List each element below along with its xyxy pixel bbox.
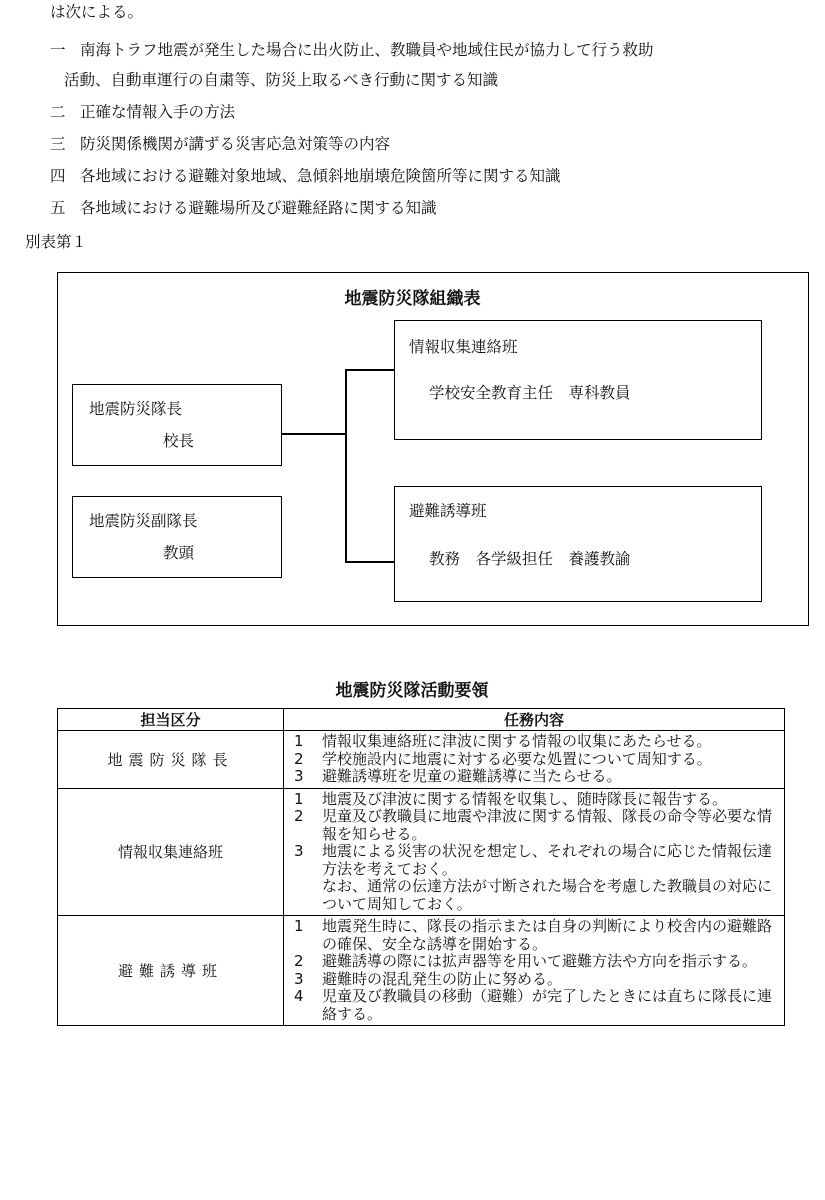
duty-item xyxy=(294,843,776,878)
intro-item-1 xyxy=(50,40,654,60)
table-header-row xyxy=(58,709,785,731)
header-role: 担当区分 xyxy=(58,709,284,731)
duty-number: 2 xyxy=(294,952,304,970)
table-row xyxy=(58,916,785,1026)
duty-number: 1 xyxy=(294,789,304,808)
evac-team-name: 避難誘導班 xyxy=(409,502,487,520)
activity-table xyxy=(57,708,785,1026)
intro-item-number: 一 xyxy=(50,41,66,59)
intro-item-text: 正確な情報入手の方法 xyxy=(80,103,236,121)
intro-item-2 xyxy=(50,102,235,122)
intro-lead: は次による。 xyxy=(50,3,144,21)
duty-text: 児童及び教職員に地震や津波に関する情報、隊長の命令等必要な情報を知らせる。 xyxy=(322,807,773,843)
duty-item xyxy=(294,733,776,751)
leader-role: 地震防災隊長 xyxy=(89,400,183,418)
intro-item-number: 四 xyxy=(50,167,66,185)
duty-item xyxy=(294,808,776,843)
connector-trunk xyxy=(345,369,347,562)
appendix-label: 別表第１ xyxy=(25,233,88,251)
duty-item xyxy=(294,768,776,786)
duty-number: 2 xyxy=(294,807,304,825)
duty-note xyxy=(294,878,776,913)
connector-info-team xyxy=(345,369,394,371)
intro-item-4 xyxy=(50,166,561,186)
duty-text: 避難誘導の際には拡声器等を用いて避難方法や方向を指示する。 xyxy=(322,952,758,970)
org-chart-title: 地震防災隊組織表 xyxy=(344,289,481,309)
intro-item-5 xyxy=(50,198,437,218)
duty-text: 避難誘導班を児童の避難誘導に当たらせる。 xyxy=(322,767,622,785)
role-cell: 地震防災隊長 xyxy=(58,731,284,789)
duty-text: 地震による災害の状況を想定し、それぞれの場合に応じた情報伝達方法を考えておく。 xyxy=(322,842,773,878)
duty-item xyxy=(294,791,776,809)
duty-cell xyxy=(284,788,785,916)
duty-item xyxy=(294,751,776,769)
intro-item-text: 南海トラフ地震が発生した場合に出火防止、教職員や地域住民が協力して行う救助 xyxy=(80,41,654,59)
duty-number: 1 xyxy=(294,917,304,935)
intro-item-text: 各地域における避難場所及び避難経路に関する知識 xyxy=(80,199,437,217)
duty-cell xyxy=(284,731,785,789)
duty-number: 3 xyxy=(294,767,304,785)
duty-text: 児童及び教職員の移動（避難）が完了したときには直ちに隊長に連絡する。 xyxy=(322,987,773,1023)
duty-item xyxy=(294,918,776,953)
role-cell: 避難誘導班 xyxy=(58,916,284,1026)
duty-text: 学校施設内に地震に対する必要な処置について周知する。 xyxy=(322,749,712,768)
duty-text: 地震発生時に、隊長の指示または自身の判断により校舎内の避難路の確保、安全な誘導を開始する。 xyxy=(322,917,773,953)
info-team-name: 情報収集連絡班 xyxy=(409,338,518,356)
duty-number: 3 xyxy=(294,842,304,860)
leader-box xyxy=(72,384,282,466)
table-row xyxy=(58,731,785,789)
duty-item xyxy=(294,971,776,989)
intro-item-3 xyxy=(50,134,390,154)
table-row xyxy=(58,788,785,916)
intro-item-1-continuation: 活動、自動車運行の自粛等、防災上取るべき行動に関する知識 xyxy=(64,71,499,89)
intro-item-number: 二 xyxy=(50,103,66,121)
vice-leader-role: 地震防災副隊長 xyxy=(89,512,198,530)
vice-leader-person: 教頭 xyxy=(163,544,195,562)
connector-leader xyxy=(282,433,346,435)
duty-number: 4 xyxy=(294,987,304,1005)
intro-item-text: 防災関係機関が講ずる災害応急対策等の内容 xyxy=(80,135,391,153)
info-team-box xyxy=(394,320,762,440)
info-team-members: 学校安全教育主任 専科教員 xyxy=(429,384,631,402)
duty-item xyxy=(294,953,776,971)
header-duty: 任務内容 xyxy=(284,709,785,731)
duty-item xyxy=(294,988,776,1023)
activity-table-title: 地震防災隊活動要領 xyxy=(335,681,489,701)
intro-item-text: 各地域における避難対象地域、急傾斜地崩壊危険箇所等に関する知識 xyxy=(80,167,561,185)
evac-team-members: 教務 各学級担任 養護教諭 xyxy=(429,550,631,568)
duty-note-text: なお、通常の伝達方法が寸断された場合を考慮した教職員の対応について周知しておく。 xyxy=(322,877,773,913)
duty-number: 1 xyxy=(294,732,304,750)
connector-evac-team xyxy=(345,561,394,563)
leader-person: 校長 xyxy=(163,432,195,450)
duty-number: 3 xyxy=(294,969,304,988)
duty-cell xyxy=(284,916,785,1026)
duty-text: 地震及び津波に関する情報を収集し、随時隊長に報告する。 xyxy=(322,789,728,808)
role-cell: 情報収集連絡班 xyxy=(58,788,284,916)
intro-item-number: 五 xyxy=(50,199,66,217)
vice-leader-box xyxy=(72,496,282,578)
evac-team-box xyxy=(394,486,762,602)
intro-item-number: 三 xyxy=(50,135,66,153)
duty-text: 情報収集連絡班に津波に関する情報の収集にあたらせる。 xyxy=(322,732,712,750)
duty-text: 避難時の混乱発生の防止に努める。 xyxy=(322,969,563,988)
duty-number: 2 xyxy=(294,749,304,768)
